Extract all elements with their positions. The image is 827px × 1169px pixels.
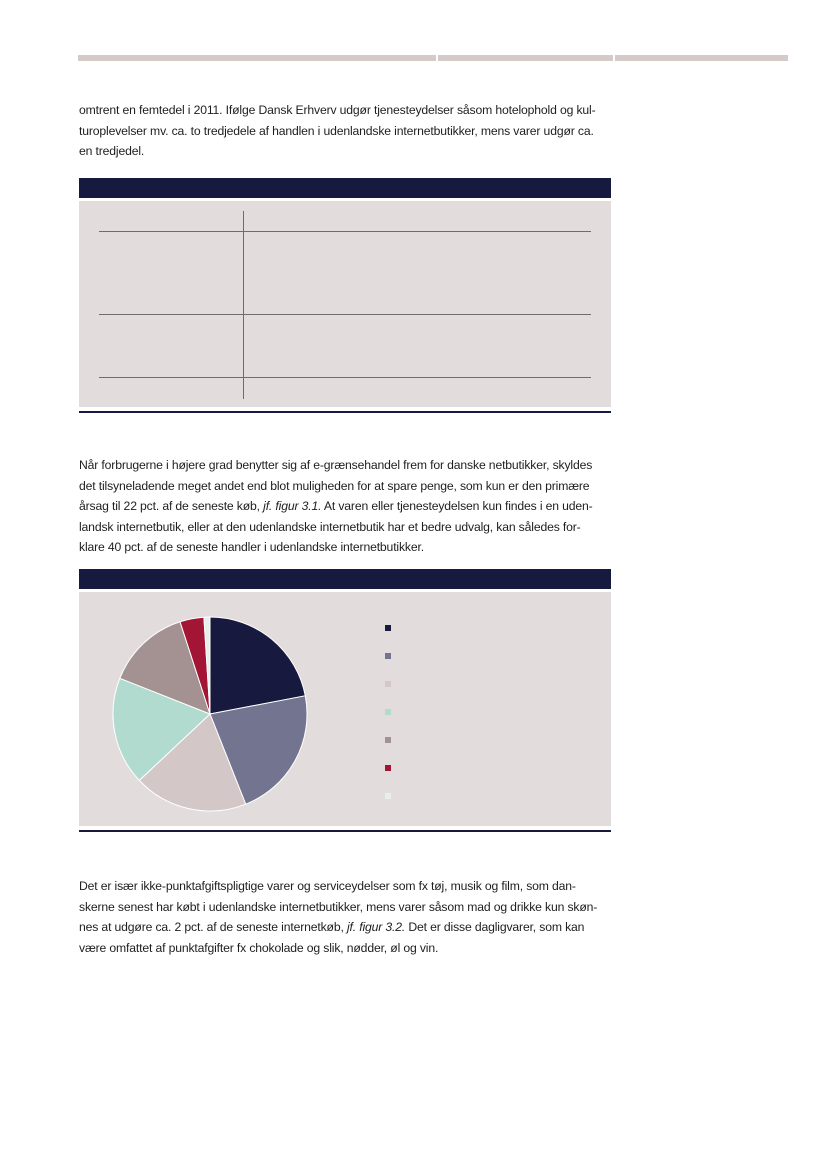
- text-line: det tilsyneladende meget andet end blot muligheden for at spare penge, som kun er den primære: [79, 478, 590, 493]
- figure-3-2-bottom-rule: [79, 830, 611, 832]
- pie-chart: [79, 592, 611, 826]
- text-span: årsag til 22 pct. af de seneste køb,: [79, 499, 264, 513]
- text-span: At varen eller tjenesteydelsen kun findes i en uden-: [321, 499, 593, 513]
- figure-reference: jf. figur 3.2.: [346, 920, 406, 934]
- text-span: nes at udgøre ca. 2 pct. af de seneste internetkøb,: [79, 920, 347, 934]
- header-rule-divider: [436, 55, 438, 61]
- text-line: Når forbrugerne i højere grad benytter sig af e-grænsehandel frem for danske netbutikker, skyldes: [79, 458, 593, 472]
- figure-3-1-header: [79, 178, 611, 198]
- text-line: landsk internetbutik, eller at den udenlandske internetbutik har et bedre udvalg, kan således for-: [79, 519, 581, 534]
- figure-reference: jf. figur 3.1.: [263, 499, 322, 513]
- legend-swatch-3: [385, 681, 391, 687]
- figure-3-2-header: [79, 569, 611, 589]
- table-row-rule: [99, 377, 591, 378]
- body-paragraph-2: [79, 455, 611, 558]
- legend-swatch-5: [385, 737, 391, 743]
- legend-swatch-2: [385, 653, 391, 659]
- figure-3-1-bottom-rule: [79, 411, 611, 413]
- table-column-divider: [243, 211, 244, 399]
- text-line: turoplevelser mv. ca. to tredjedele af handlen i udenlandske internetbutikker, mens varer udgør ca.: [79, 123, 594, 138]
- table-row-rule: [99, 231, 591, 232]
- legend-swatch-6: [385, 765, 391, 771]
- legend-swatch-4: [385, 709, 391, 715]
- text-line: skerne senest har købt i udenlandske internetbutikker, mens varer såsom mad og drikke kun skøn-: [79, 899, 598, 914]
- figure-3-2-chart: [79, 592, 611, 826]
- text-line: [79, 496, 611, 517]
- text-span: Det er disse dagligvarer, som kan: [405, 920, 585, 934]
- text-line: klare 40 pct. af de seneste handler i udenlandske internetbutikker.: [79, 540, 424, 554]
- body-paragraph-3: [79, 876, 611, 958]
- header-rule-divider: [613, 55, 615, 61]
- table-row-rule: [99, 314, 591, 315]
- text-line: omtrent en femtedel i 2011. Ifølge Dansk Erhverv udgør tjenesteydelser såsom hotelophold og kul-: [79, 103, 596, 117]
- body-paragraph-1: [79, 100, 611, 162]
- text-line: en tredjedel.: [79, 144, 145, 158]
- text-line: være omfattet af punktafgifter fx chokolade og slik, nødder, øl og vin.: [79, 940, 439, 955]
- text-line: Det er især ikke-punktafgiftspligtige varer og serviceydelser som fx tøj, musik og film, som dan-: [79, 879, 576, 893]
- figure-3-1-table: [79, 201, 611, 407]
- legend-swatch-1: [385, 625, 391, 631]
- text-line: [79, 917, 611, 938]
- page-header-rule: [78, 55, 788, 61]
- legend-swatch-7: [385, 793, 391, 799]
